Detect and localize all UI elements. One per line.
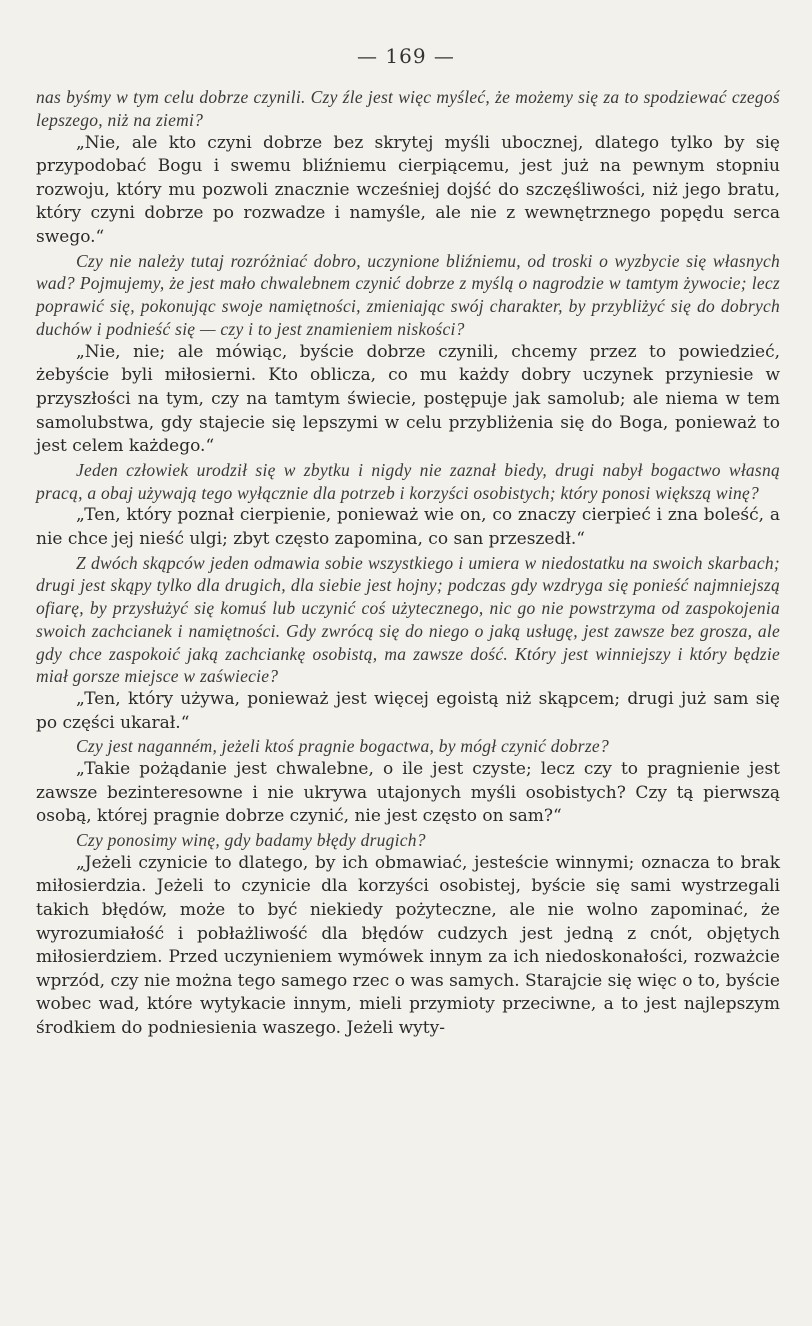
question-paragraph: nas byśmy w tym celu dobrze czynili. Czy źle jest więc myśleć, że możemy się za to spodziewać czegoś lepszego, niż na ziemi? (36, 87, 780, 130)
question-paragraph: Jeden człowiek urodził się w zbytku i nigdy nie zaznał biedy, drugi nabył bogactwo własną pracą, a obaj używają tego wyłącznie dla potrzeb i korzyści osobistych; który ponosi większą winę? (36, 459, 780, 503)
answer-paragraph: „Takie pożądanie jest chwalebne, o ile jest czyste; lecz czy to pragnienie jest zawsze bezinteresowne i nie ukrywa utajonych myśli osobistych? Czy tą pierwszą osobą, której pragnie dobrze czynić, nie jest często on sam?“ (36, 759, 780, 827)
page-body (36, 86, 780, 1041)
question-paragraph: Czy nie należy tutaj rozróżniać dobro, uczynione bliźniemu, od troski o wyzbycie się własnych wad? Pojmujemy, że jest mało chwalebnem czynić dobrze z myślą o nagrodzie w tamtym żywocie; lecz poprawić się, pokonując swoje namiętności, zmieniając swój charakter, by przybliżyć się do dobrych duchów i podnieść się — czy i to jest znamieniem niskości? (36, 250, 780, 339)
question-paragraph: Z dwóch skąpców jeden odmawia sobie wszystkiego i umiera w niedostatku na swoich skarbach; drugi jest skąpy tylko dla drugich, dla siebie jest hojny; podczas gdy wzdryga się ponieść najmniejszą ofiarę, by przysłużyć się komuś lub uczynić coś użytecznego, nic go nie powstrzyma od zaspokojenia swoich zachcianek i namiętności. Gdy zwrócą się do niego o jaką usługę, jest zawsze bez grosza, ale gdy chce zaspokoić jaką zachciankę osobistą, ma zawsze dość. Który jest winniejszy i który będzie miał gorsze miejsce w zaświecie? (36, 552, 780, 687)
answer-paragraph: „Ten, który poznał cierpienie, ponieważ wie on, co znaczy cierpieć i zna boleść, a nie chce jej nieść ulgi; zbyt często zapomina, co san przeszedł.“ (36, 505, 780, 549)
page-number: — 169 — (357, 44, 455, 68)
answer-paragraph: „Ten, który używa, ponieważ jest więcej egoistą niż skąpcem; drugi już sam się po części ukarał.“ (36, 689, 780, 733)
question-paragraph: Czy jest naganném, jeżeli ktoś pragnie bogactwa, by mógł czynić dobrze? (76, 736, 609, 757)
question-paragraph: Czy ponosimy winę, gdy badamy błędy drugich? (76, 830, 426, 851)
answer-paragraph: „Nie, nie; ale mówiąc, byście dobrze czynili, chcemy przez to powiedzieć, żebyście byli miłosierni. Kto oblicza, co mu każdy dobry uczynek przyniesie w przyszłości na tym, czy na tamtym świecie, postępuje jak samolub; ale niema w tem samolubstwa, gdy stajecie się lepszymi w celu przybliżenia się do Boga, ponieważ to jest celem każdego.“ (36, 341, 780, 457)
answer-paragraph: „Jeżeli czynicie to dlatego, by ich obmawiać, jesteście winnymi; oznacza to brak miłosierdzia. Jeżeli to czynicie dla korzyści osobistej, byście się sami wystrzegali takich błędów, może to być niekiedy pożyteczne, ale nie wolno zapominać, że wyrozumiałość i pobłażliwość dla błędów cudzych jest jedną z cnót, objętych miłosierdziem. Przed uczynieniem wymówek innym za ich niedoskonałości, rozważcie wprzód, czy nie można tego samego rzec o was samych. Starajcie się więc o to, byście wobec wad, które wytykacie innym, mieli przymioty przeciwne, a to jest najlepszym środkiem do podniesienia waszego. Jeżeli wyty- (36, 852, 780, 1038)
answer-paragraph: „Nie, ale kto czyni dobrze bez skrytej myśli ubocznej, dlatego tylko by się przypodobać Bogu i swemu bliźniemu cierpiącemu, jest już na pewnym stopniu rozwoju, który mu pozwoli znacznie wcześniej dojść do szczęśliwości, niż jego bratu, który czyni dobrze po rozwadze i namyśle, ale nie z wewnętrznego popędu serca swego.“ (36, 132, 780, 247)
